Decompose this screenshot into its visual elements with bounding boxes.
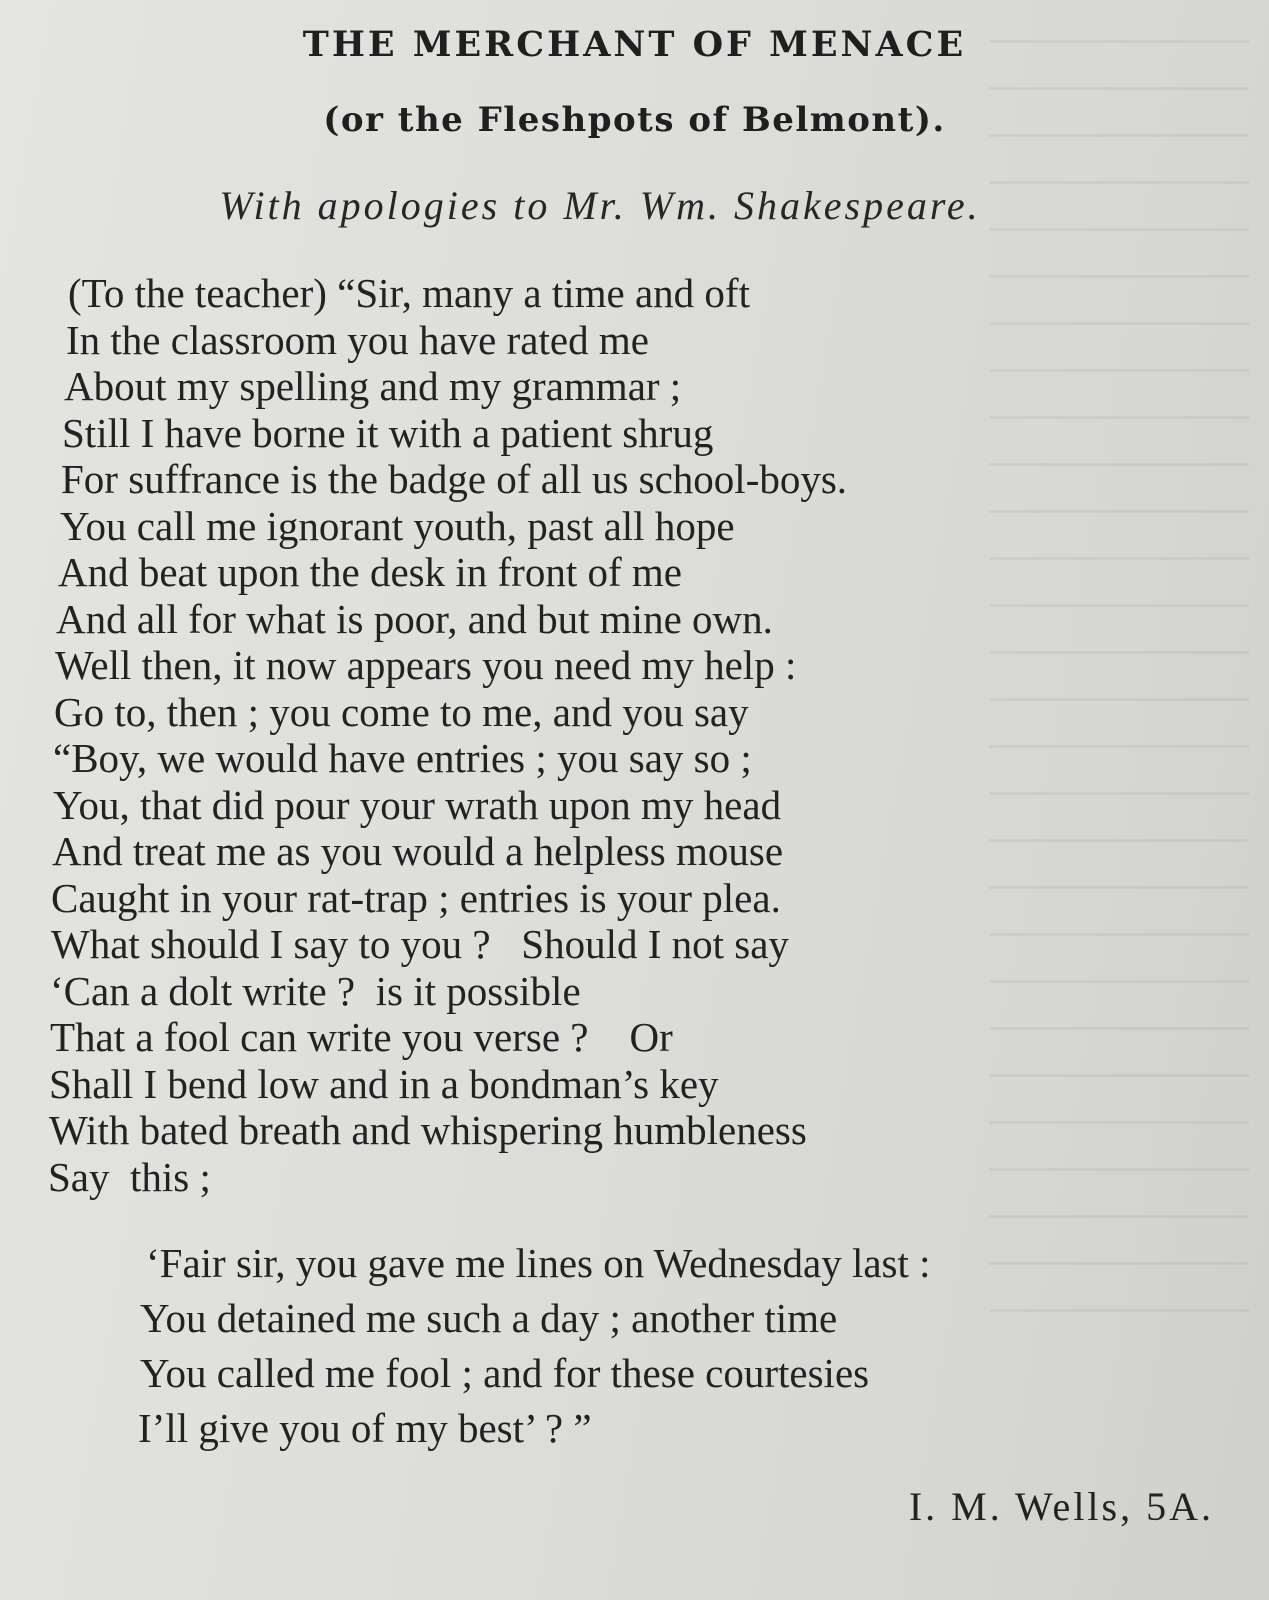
quote-line: I’ll give you of my best’ ? ” [138, 1405, 592, 1451]
quote-line: ‘Fair sir, you gave me lines on Wednesday last : [146, 1240, 931, 1286]
poem-line: With bated breath and whispering humbleness [49, 1107, 807, 1153]
poem-line: That a fool can write you verse ? Or [50, 1014, 673, 1060]
poem-body [48, 270, 848, 1200]
dedication-line: With apologies to Mr. Wm. Shakespeare. [219, 183, 981, 228]
poem-line: In the classroom you have rated me [66, 316, 649, 363]
show-through-text [989, 40, 1249, 1340]
poem-line: (To the teacher) “Sir, many a time and oft [68, 270, 750, 316]
poem-line: Say this ; [48, 1153, 211, 1200]
poem-line: “Boy, we would have entries ; you say so ; [53, 735, 752, 781]
quoted-stanza [140, 1236, 931, 1456]
poem-line: Caught in your rat-trap ; entries is your plea. [51, 874, 781, 921]
poem-line: About my spelling and my grammar ; [64, 363, 682, 409]
poem-line: And all for what is poor, and but mine own. [56, 595, 773, 642]
poem-line: And beat upon the desk in front of me [58, 549, 682, 595]
quote-line: You called me fool ; and for these courtesies [140, 1350, 870, 1396]
poem-line: Still I have borne it with a patient shrug [62, 409, 714, 456]
poem-title: THE MERCHANT OF MENACE [302, 24, 967, 65]
poem-subtitle: (or the Fleshpots of Belmont). [323, 100, 946, 140]
poem-line: ‘Can a dolt write ? is it possible [50, 967, 581, 1014]
quote-line: You detained me such a day ; another time [140, 1295, 838, 1341]
poem-line: Well then, it now appears you need my help : [55, 642, 797, 688]
poem-line: And treat me as you would a helpless mouse [52, 828, 784, 874]
poem-line: For suffrance is the badge of all us school-boys. [61, 456, 848, 502]
author-signature: I. M. Wells, 5A. [908, 1484, 1214, 1529]
poem-line: You call me ignorant youth, past all hope [60, 502, 735, 549]
poem-line: What should I say to you ? Should I not say [51, 921, 789, 967]
poem-line: Shall I bend low and in a bondman’s key [49, 1060, 719, 1107]
poem-line: Go to, then ; you come to me, and you say [54, 688, 749, 735]
poem-line: You, that did pour your wrath upon my head [53, 781, 782, 828]
